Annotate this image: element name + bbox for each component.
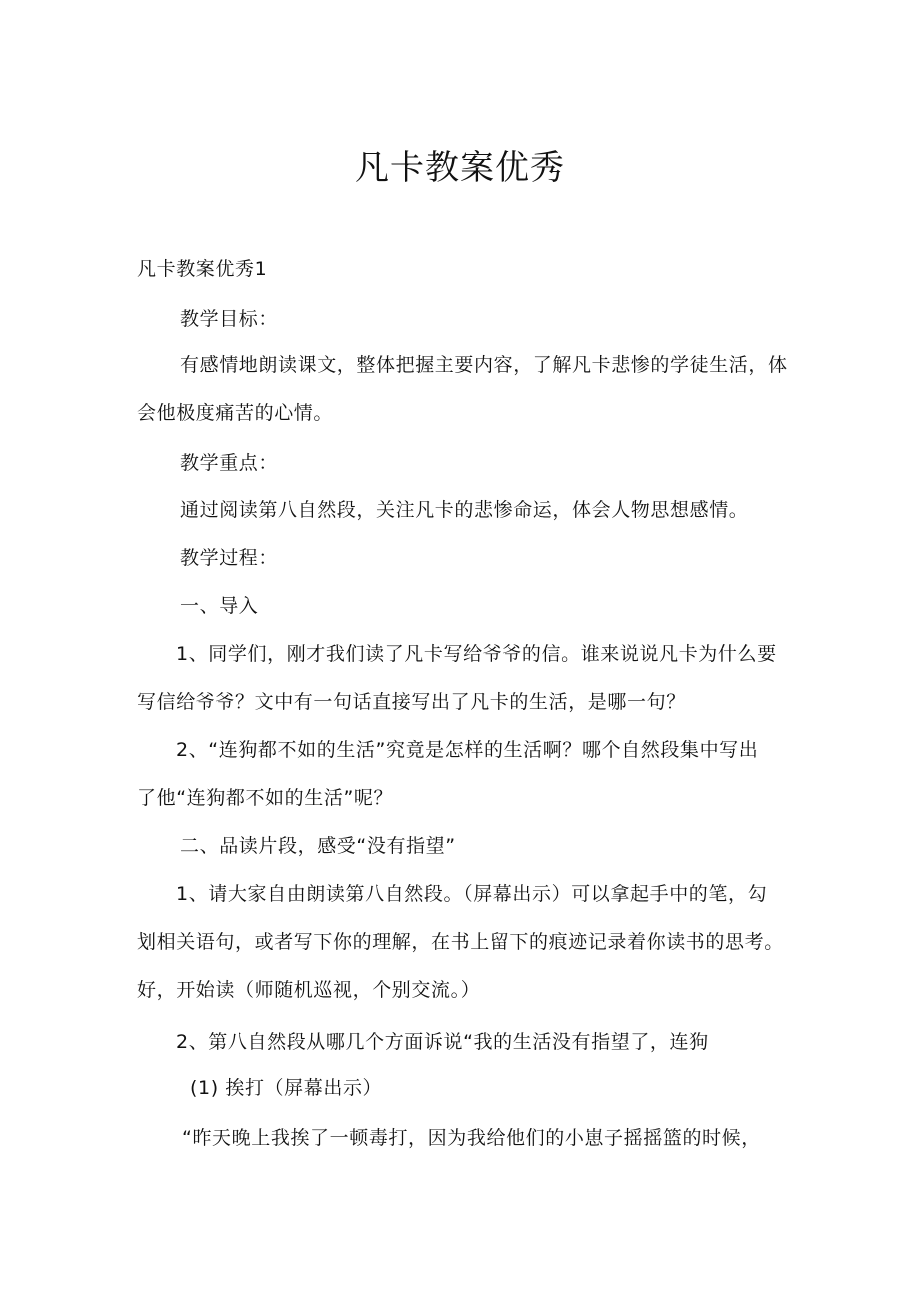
heading-section-two: 二、品读片段，感受“没有指望” bbox=[180, 835, 456, 857]
paragraph-line: “昨天晚上我挨了一顿毒打，因为我给他们的小崽子摇摇篮的时候， bbox=[182, 1127, 761, 1149]
document-title: 凡卡教案优秀 bbox=[355, 148, 565, 188]
section-heading: 凡卡教案优秀1 bbox=[137, 258, 268, 280]
heading-teaching-focus: 教学重点： bbox=[180, 452, 279, 474]
paragraph-line: 有感情地朗读课文，整体把握主要内容，了解凡卡悲惨的学徒生活，体 bbox=[180, 354, 788, 376]
paragraph-line: 2、“连狗都不如的生活”究竟是怎样的生活啊？哪个自然段集中写出 bbox=[176, 739, 759, 761]
paragraph-line: 会他极度痛苦的心情。 bbox=[137, 402, 334, 424]
paragraph-line: (1) 挨打（屏幕出示） bbox=[190, 1077, 383, 1099]
paragraph-line: 1、同学们，刚才我们读了凡卡写给爷爷的信。谁来说说凡卡为什么要 bbox=[176, 643, 777, 665]
paragraph-line: 1、请大家自由朗读第八自然段。（屏幕出示）可以拿起手中的笔，勾 bbox=[176, 883, 768, 905]
paragraph-line: 了他“连狗都不如的生活”呢？ bbox=[137, 787, 394, 809]
paragraph-line: 划相关语句，或者写下你的理解，在书上留下的痕迹记录着你读书的思考。 bbox=[137, 931, 784, 953]
paragraph-line: 通过阅读第八自然段，关注凡卡的悲惨命运，体会人物思想感情。 bbox=[180, 499, 749, 521]
paragraph-line: 好，开始读（师随机巡视，个别交流。） bbox=[137, 979, 481, 1001]
heading-teaching-goals: 教学目标： bbox=[180, 308, 279, 330]
heading-teaching-process: 教学过程： bbox=[180, 547, 279, 569]
paragraph-line: 2、第八自然段从哪几个方面诉说“我的生活没有指望了，连狗 bbox=[176, 1031, 709, 1053]
heading-introduction: 一、导入 bbox=[180, 595, 259, 617]
paragraph-line: 写信给爷爷？文中有一句话直接写出了凡卡的生活，是哪一句？ bbox=[137, 691, 686, 713]
